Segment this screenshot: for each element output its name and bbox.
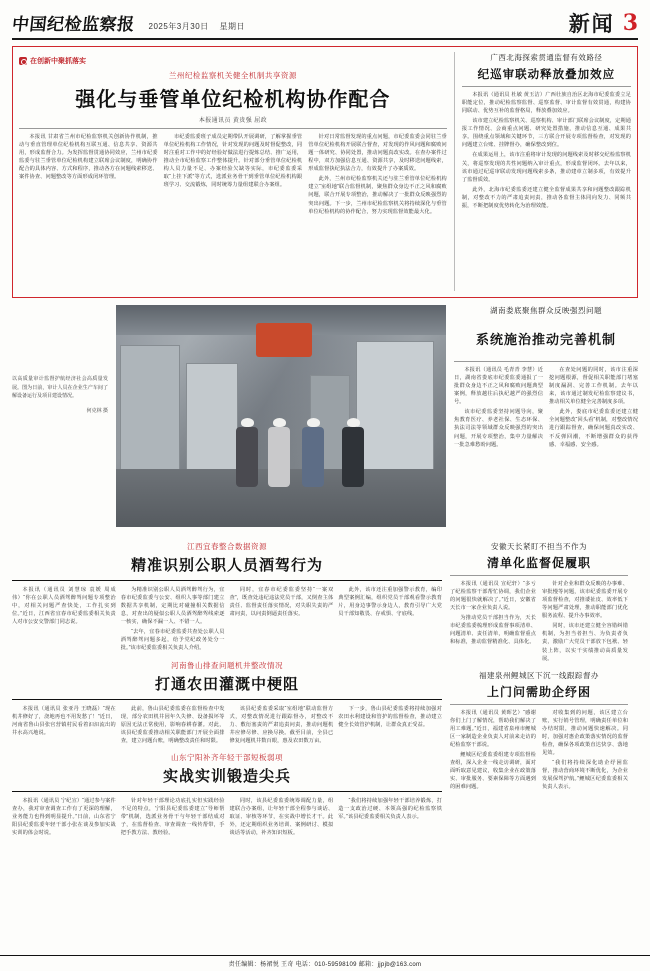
story-column-3 [230, 586, 334, 655]
story-headline: 精准识别公职人员酒驾行为 [130, 556, 323, 574]
paragraph: 该市纪委监委坚持问题导向，聚焦教育医疗、养老社保、生态环保、执法司法等领域群众反映强烈的突出问题，开展专项整治，集中力量解决一批急难愁盼问题。 [454, 409, 543, 448]
paragraph: 本报讯（通讯员 宣纪轩）“多亏了纪检监察干部帮忙协调，我们企业的问题很快就解决了。”近日，安徽省天长市一家企业负责人说。 [450, 581, 536, 612]
photo-person-body [268, 427, 290, 487]
column-tag [19, 56, 86, 66]
feature-kicker: 兰州纪检监察机关健全机制共享资源 [168, 71, 297, 80]
paragraph: 市纪委监委班子成员定期带队开展调研，了解掌握垂管单位纪检机构工作情况，针对发现的问题及时督促整改，同时注重对工作中的好经验好做法进行提炼总结、推广运用，推动全市纪检监察工作整体提升。针对部分垂管单位纪检机构人员力量不足、办案经验欠缺等实际，市纪委监委采取“上挂下派”等方式，选派业务骨干到垂管单位纪检机构跟班学习、交流锻炼，同时统筹力量组建联合办案组。 [163, 134, 303, 189]
feature-column-1 [19, 133, 158, 218]
divider [12, 699, 442, 700]
story-body [12, 797, 442, 839]
photo-person-body [302, 427, 324, 487]
photo-machine [186, 363, 238, 475]
story-headline: 上门问需助企纾困 [486, 684, 591, 699]
divider [19, 128, 447, 129]
paragraph: 针对年轻干部理论功底扎实但实践经验不足的特点，宁阳县纪委监委建立“导师帮带”机制，选派业务骨干与年轻干部结成对子，在监督检查、审查调查一线传帮带，手把手教方法、教经验。 [120, 797, 225, 837]
story-body [450, 580, 628, 665]
paragraph: 此外，兰州市纪检监察机关还与驻兰垂管单位纪检机构建立“室组地”联合监督机制，聚焦群众身边不正之风和腐败问题，联合开展专项整治，推动解决了一批群众反映强烈的突出问题。下一步，兰州市纪检监察机关将持续深化与垂管单位纪检机构的协作配合，努力实现监督效能最大化。 [308, 176, 447, 215]
featured-article [19, 52, 447, 291]
featured-article-box [12, 46, 638, 298]
story-column-1 [12, 797, 116, 839]
story-body [450, 709, 628, 794]
section-title: 新闻 [568, 11, 615, 36]
story-column-2 [542, 580, 628, 665]
paragraph: 鲤城区纪委监委组建专项监督检查组，深入企业一线走访调研，面对面听取意见建议，收集企业在政策落实、审批服务、要素保障等方面遇到的困难问题。 [450, 751, 536, 791]
story-column-3 [230, 797, 334, 839]
paragraph: 下一步，鲁山县纪委监委将持续加强对农田水利建设和管护的监督检查，推动建立健全长效管护机制，让群众真正受益。 [338, 705, 442, 728]
feature-body [19, 133, 447, 218]
photo-person-head [347, 418, 360, 427]
photo-row [12, 305, 638, 537]
story-column-1 [12, 705, 116, 747]
paragraph: 同时，宜春市纪委监委坚持“一案双查”，既查处违纪违法党员干部，又倒查主体责任、监督责任落实情况，对失职失责的严肃问责，以问责倒逼责任落实。 [229, 587, 334, 618]
photo-person [302, 418, 324, 487]
story-fujian-licheng [450, 670, 628, 794]
paragraph: 此外，该市还注重加强警示教育，编印典型案例汇编，组织党员干部观看警示教育片，用身边事警示身边人，教育引导广大党员干部知敬畏、存戒惧、守底线。 [338, 587, 442, 618]
side-column-1 [454, 366, 543, 451]
paragraph: 本报讯（通讯员 宁纪宣）“通过参与案件查办，我对审查调查工作有了更深的理解，业务能力也得到明显提升。”日前，山东省宁阳县纪委监委年轻干部小张在谈及参加实战实训的体会时说。 [12, 797, 116, 837]
side-column-2 [549, 366, 638, 451]
paragraph: 在查处问题的同时，该市注重深挖问题根源，督促相关职能部门堵塞制度漏洞、完善工作机制。去年以来，该市通过制发纪检监察建议书，推动相关单位健全完善制度多项。 [549, 367, 638, 406]
feature-column-3 [308, 133, 447, 218]
paragraph: 同时，该县纪委监委统筹调配力量，组建联合办案组，让年轻干部全程参与谈话、取证、审核等环节，在实战中增长才干。此外，还定期组织业务培训、案例研讨、模拟谈话等活动，补齐知识短板。 [229, 797, 334, 837]
story-column-2 [121, 586, 225, 655]
tag-dot-icon [19, 57, 27, 65]
photo-person-body [236, 427, 258, 487]
issue-weekday: 星期日 [219, 22, 246, 31]
main-content [12, 541, 638, 844]
story-anhui-tianchang [450, 541, 628, 665]
story-column-1 [12, 586, 116, 655]
paragraph: 针对企业和群众反映的办事难、审批慢等问题，该市纪委监委开展专项监督检查，对推诿扯皮、效率低下等问题严肃处理，推动职能部门优化服务流程、提升办事效率。 [542, 581, 628, 620]
issue-date-text: 2025年3月30日 [148, 22, 209, 31]
paragraph: 本报讯（通讯员 黄晖艺）“感谢你们上门了解情况，帮助我们解决了用工难题。”近日，福建省泉州市鲤城区一家制造企业负责人对前来走访的纪检监察干部说。 [450, 709, 536, 748]
feature-byline: 本报通讯员 黄贵强 屈政 [198, 118, 267, 124]
paragraph: 该市建立纪检监察机关、巡察机构、审计部门联席会议制度，定期通报工作情况、会商重点问题、研究处置措施，推动信息互通、成果共享。围绕重点领域和关键环节，三方联合开展专项监督检查，对发现的问题建立台账、挂牌督办，确保整改到位。 [461, 118, 631, 149]
story-column-2 [121, 705, 225, 747]
left-column [12, 541, 442, 844]
feature-headline: 强化与垂管单位纪检机构协作配合 [75, 87, 391, 111]
paragraph: 本报讯（通讯员 刘慧琼 袁媛 周成伟）“你在公职人员酒驾醉驾问题专项整治中，对相关问题严查快处，工作扎实到位。”近日，江西省宜春市纪委监委相关负责人对市公安交警部门同志说。 [12, 587, 116, 626]
story-shandong-ningyang [12, 752, 442, 839]
newspaper-logo: 中国纪检监察报 [11, 15, 136, 35]
photo-caption: 以高质量审计监督护航经济社会高质量发展。图为日前，审计人员在企业生产车间了解设备运行及项目建设情况。 [12, 376, 108, 399]
photo-person [342, 418, 364, 487]
paragraph: 此外，北海市纪委监委还建立健全监督成果共享和问题整改跟踪机制，对整改不力的严肃追责问责，推动各监督主体同向发力、同频共振，不断把制度优势转化为治理效能。 [461, 186, 631, 209]
divider [12, 791, 442, 792]
masthead [12, 6, 638, 40]
feature-column-2 [164, 133, 303, 218]
paragraph: 该县纪委监委采取“室组地”联动监督方式，对整改情况进行跟踪督办，对整改不力、敷衍塞责的严肃追责问责，推动问题机井应修尽修、应换尽换。截至目前，全县已修复问题机井数百眼，惠及农田数万亩。 [229, 705, 334, 744]
side-headline: 系统施治推动完善机制 [475, 333, 616, 348]
photo-person [268, 418, 290, 487]
photo-hoist [256, 323, 312, 357]
photo-person-head [307, 418, 320, 427]
divider [454, 361, 638, 362]
paragraph: 为推动党员干部担当作为，天长市纪委监委梳理形成监督事项清单、问题清单、责任清单，明确监督重点和标准，推动监督精准化、具体化。 [450, 615, 536, 646]
issue-date [149, 21, 246, 34]
story-column-2 [542, 709, 628, 794]
paragraph: 在成果运用上，该市注重将审计发现的问题线索及时移交纪检监察机关，将巡察发现的共性问题纳入审计重点，形成监督闭环。去年以来，该市通过纪巡审联动发现问题线索多条，推动建章立制多项，有效提升了监督质效。 [461, 152, 631, 183]
masthead-left [12, 17, 245, 34]
photo-person [236, 418, 258, 487]
story-henan-lushan [12, 660, 442, 747]
story-kicker: 安徽天长紧盯不担当不作为 [491, 542, 587, 551]
divider [450, 575, 628, 576]
story-column-4 [338, 586, 442, 655]
paragraph: 本报讯（通讯员 杜敏 黄玉洁）广西壮族自治区北海市纪委监委立足职能定位，推动纪检监察监督、巡察监督、审计监督有效贯通，构建协同联动、优势互补的监督格局，释放叠加效应。 [461, 92, 631, 115]
story-kicker: 福建泉州鲤城区下沉一线跟踪督办 [479, 670, 599, 680]
photo-person-head [273, 418, 286, 427]
divider [450, 704, 628, 705]
story-jiangxi-yichun [12, 541, 442, 655]
story-kicker: 江西宜春整合数据资源 [187, 542, 267, 551]
paragraph: 此前，鲁山县纪委监委在监督检查中发现，部分农田机井因年久失修、设备损坏等原因无法正常使用，影响春耕春灌。对此，该县纪委监委推动相关职能部门开展全面排查，建立问题台账，明确整改责任和时限。 [120, 705, 225, 744]
news-photo [116, 305, 446, 527]
story-headline: 清单化监督促履职 [486, 556, 591, 570]
photo-row-side-article [454, 305, 638, 537]
paragraph: 同时，该市还建立健全容错纠错机制，为担当者担当、为负责者负责，激励广大党员干部放下包袱、轻装上阵，以实干实绩推动高质量发展。 [542, 623, 628, 662]
story-column-3 [230, 705, 334, 747]
paragraph: 针对日常监督发现的重点问题，市纪委监委会同驻兰垂管单位纪检机构开展联合督查，对发现的作风问题和腐败问题一体研究、协同处置，推动问题真改实改。在查办案件过程中，双方加强信息互通、资源共享，及时移送问题线索，形成监督执纪执法合力，有效提升了办案质效。 [308, 134, 447, 173]
side-headline: 纪巡审联动释放叠加效应 [477, 67, 616, 81]
side-kicker: 湖南娄底聚焦群众反映强烈问题 [490, 306, 602, 315]
story-column-4 [338, 705, 442, 747]
photo-machine [356, 341, 434, 481]
photo-person-body [342, 427, 364, 487]
story-body [12, 705, 442, 747]
story-body [12, 586, 442, 655]
story-column-2 [121, 797, 225, 839]
footer-text: 责任编辑：杨裙悦 王奇 电话：010-59598109 邮箱：jjpjb@163.com [228, 962, 422, 968]
photo-caption-block [12, 305, 108, 537]
story-kicker: 河南鲁山排查问题机井整改情况 [171, 660, 283, 670]
paragraph: “去年，宜春市纪委监委共查处公职人员酒驾醉驾问题多起，给予党纪政务处分一批。”该市纪委监委相关负责人介绍。 [120, 629, 225, 652]
side-body [462, 91, 631, 210]
paragraph: 对收集到的问题，该区建立台账，实行销号管理，明确责任单位和办结时限，推动问题快速解决。同时，加强对惠企政策落实情况的监督检查，确保各项政策直达快享、落地见效。 [542, 709, 628, 756]
side-body [454, 366, 638, 451]
side-kicker: 广西北海探索贯通监督有效路径 [490, 53, 603, 62]
right-column [450, 541, 628, 844]
photo-machine [120, 345, 180, 475]
story-column-1 [450, 709, 536, 794]
page-footer [0, 955, 650, 971]
page-number: 3 [622, 10, 638, 36]
column-tag-label: 在创新中聚抓落实 [30, 58, 86, 65]
story-column-4 [338, 797, 442, 839]
paragraph: 本报讯（通讯员 毛青青 李慧）近日，湖南省娄底市纪委监委通报了一批群众身边不正之风和腐败问题典型案例，释放越往后执纪越严的强烈信号。 [454, 367, 543, 406]
story-headline: 打通农田灌溉中梗阻 [154, 674, 299, 693]
story-kicker: 山东宁阳补齐年轻干部短板弱项 [171, 752, 283, 762]
paragraph: 本报讯 甘肃省兰州市纪检监察机关创新协作机制，推动与垂直管理单位纪检机构互联互通、信息共享、资源共用，形成监督合力。为发挥监督贯通协同效应，兰州市纪委监委与驻兰垂管单位纪检机构建立联席会议制度，明确协作配合的具体内容、方式和程序，推动各方在问题线索移送、案件协查、问题整改等方面形成闭环管理。 [19, 134, 158, 181]
masthead-right [569, 12, 638, 34]
paragraph: “我们将持续深化助企纾困监督，推动营商环境不断优化，为企业发展保驾护航。”鲤城区纪委监委相关负责人表示。 [542, 760, 628, 791]
paragraph: 为精准识别公职人员酒驾醉驾行为，宜春市纪委监委与公安、组织人事等部门建立数据共享机制，定期比对碰撞相关数据信息，对查出的疑似公职人员酒驾醉驾线索逐一核实，确保不漏一人、不错一人。 [120, 587, 225, 626]
paragraph: 本报讯（通讯员 张亚丹 王晓磊）“现在机井修好了，浇地再也不用发愁了！”近日，河南省鲁山县张官营镇村民看着汩汩流出的井水高兴地说。 [12, 705, 116, 736]
featured-side-article [454, 52, 631, 291]
paragraph: “我们将持续加强年轻干部培养锻炼，打造一支政治过硬、本领高强的纪检监察铁军。”该县纪委监委相关负责人表示。 [338, 797, 442, 820]
story-column-1 [450, 580, 536, 665]
paragraph: 此外，娄底市纪委监委还建立健全问题整改“回头看”机制，对整改情况进行跟踪督查，确保问题真改实改、不反弹回潮，不断增强群众的获得感、幸福感、安全感。 [549, 409, 638, 448]
story-headline: 实战实训锻造尖兵 [162, 766, 291, 785]
divider [12, 580, 442, 581]
photo-person-head [241, 418, 254, 427]
divider [462, 86, 631, 87]
photo-credit: 何克林 摄 [86, 407, 108, 414]
